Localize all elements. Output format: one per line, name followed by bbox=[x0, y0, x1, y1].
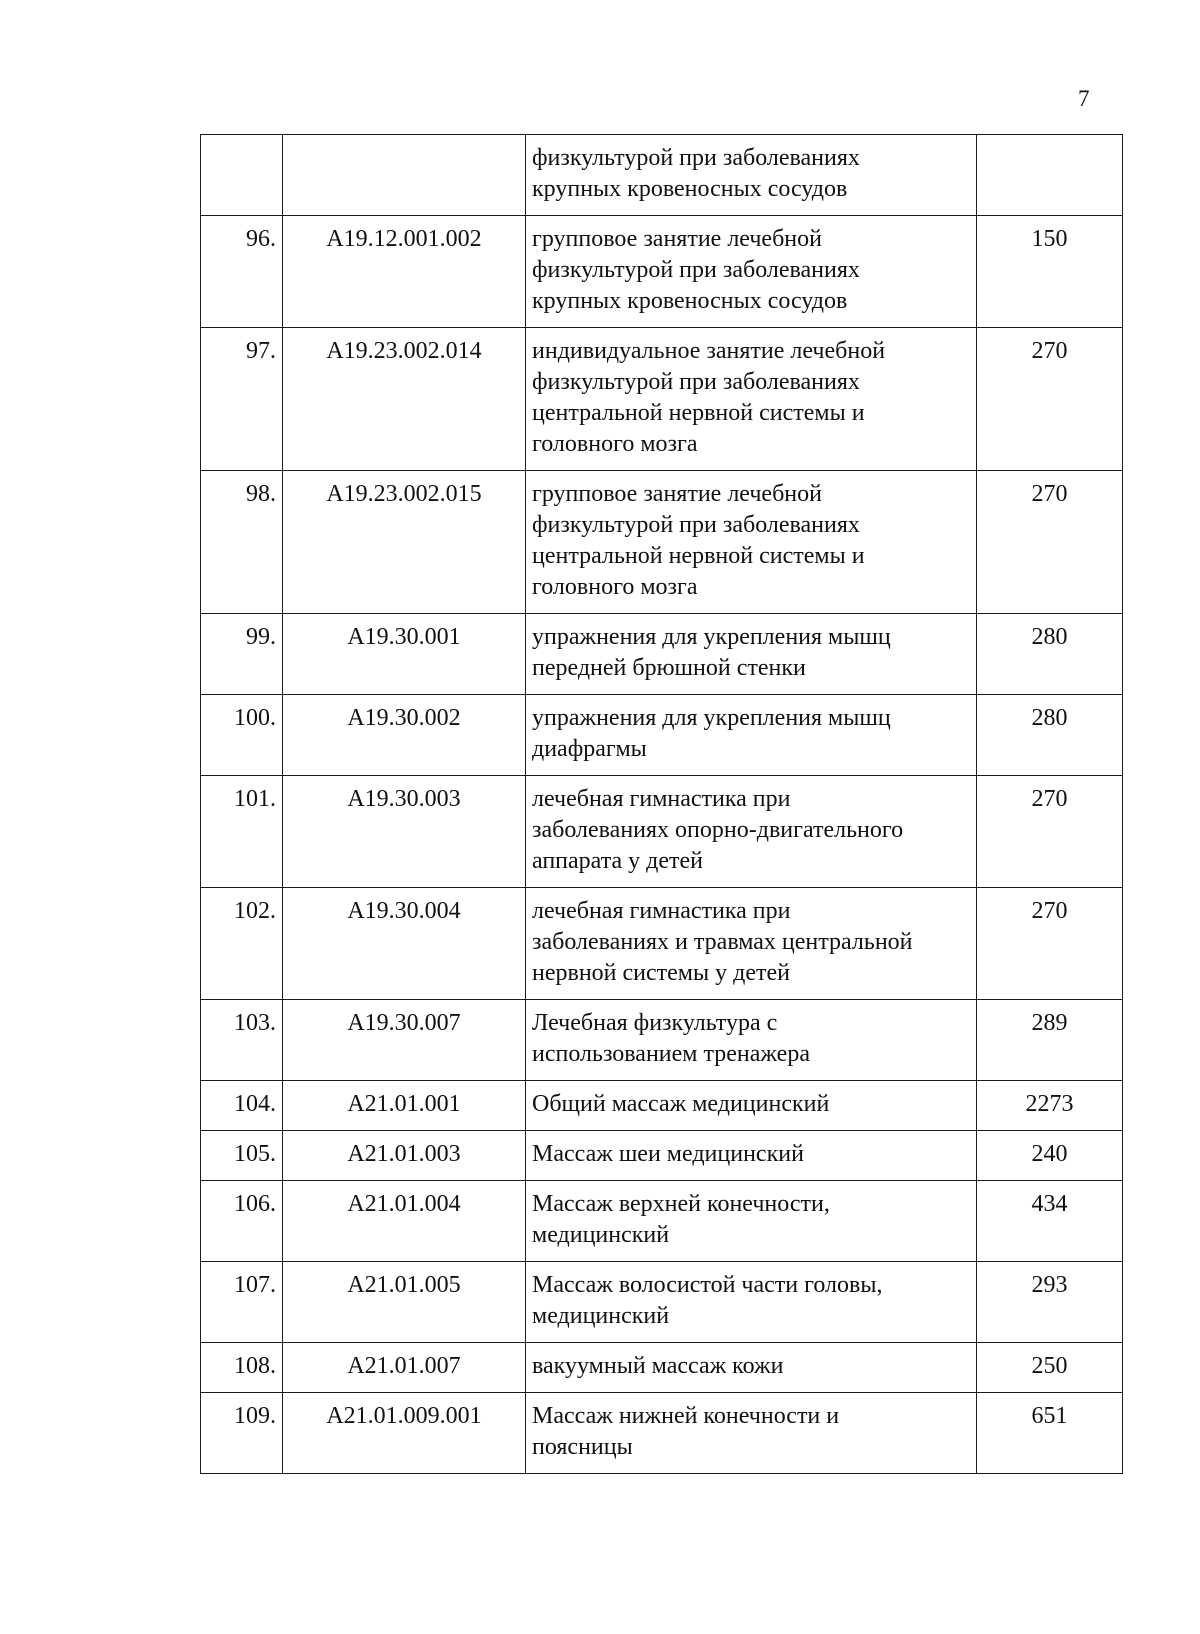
service-code: А19.30.007 bbox=[283, 1000, 526, 1081]
service-price: 434 bbox=[977, 1181, 1123, 1262]
service-price: 289 bbox=[977, 1000, 1123, 1081]
row-number: 104. bbox=[201, 1081, 283, 1131]
service-name: Массаж нижней конечности и поясницы bbox=[526, 1393, 977, 1474]
service-code: А19.23.002.015 bbox=[283, 471, 526, 614]
row-number: 109. bbox=[201, 1393, 283, 1474]
service-price: 270 bbox=[977, 888, 1123, 1000]
table-row bbox=[201, 888, 1123, 1000]
service-name: лечебная гимнастика при заболеваниях опорно-двигательного аппарата у детей bbox=[526, 776, 977, 888]
service-price: 651 bbox=[977, 1393, 1123, 1474]
service-price: 270 bbox=[977, 328, 1123, 471]
row-number: 105. bbox=[201, 1131, 283, 1181]
service-price: 280 bbox=[977, 695, 1123, 776]
table-row bbox=[201, 216, 1123, 328]
service-name: лечебная гимнастика при заболеваниях и травмах центральной нервной системы у детей bbox=[526, 888, 977, 1000]
service-name: вакуумный массаж кожи bbox=[526, 1343, 977, 1393]
service-name: упражнения для укрепления мышц диафрагмы bbox=[526, 695, 977, 776]
service-code: А19.30.004 bbox=[283, 888, 526, 1000]
row-number: 107. bbox=[201, 1262, 283, 1343]
service-name: Массаж верхней конечности, медицинский bbox=[526, 1181, 977, 1262]
service-name: Массаж волосистой части головы, медицинский bbox=[526, 1262, 977, 1343]
table-row bbox=[201, 776, 1123, 888]
service-code: А21.01.005 bbox=[283, 1262, 526, 1343]
table-row bbox=[201, 1081, 1123, 1131]
service-name: групповое занятие лечебной физкультурой при заболеваниях крупных кровеносных сосудов bbox=[526, 216, 977, 328]
table-row bbox=[201, 1262, 1123, 1343]
service-name: Массаж шеи медицинский bbox=[526, 1131, 977, 1181]
service-price: 240 bbox=[977, 1131, 1123, 1181]
service-code: А21.01.009.001 bbox=[283, 1393, 526, 1474]
table-row bbox=[201, 1343, 1123, 1393]
service-code: А19.30.002 bbox=[283, 695, 526, 776]
service-price: 280 bbox=[977, 614, 1123, 695]
service-name: групповое занятие лечебной физкультурой при заболеваниях центральной нервной системы и головного мозга bbox=[526, 471, 977, 614]
price-table bbox=[200, 134, 1123, 1474]
service-price: 250 bbox=[977, 1343, 1123, 1393]
row-number: 103. bbox=[201, 1000, 283, 1081]
service-code bbox=[283, 135, 526, 216]
table-row bbox=[201, 614, 1123, 695]
table-row bbox=[201, 695, 1123, 776]
page-number: 7 bbox=[1078, 86, 1090, 111]
row-number: 99. bbox=[201, 614, 283, 695]
row-number: 98. bbox=[201, 471, 283, 614]
service-code: А21.01.001 bbox=[283, 1081, 526, 1131]
service-name: Общий массаж медицинский bbox=[526, 1081, 977, 1131]
service-price: 2273 bbox=[977, 1081, 1123, 1131]
service-code: А19.23.002.014 bbox=[283, 328, 526, 471]
service-name: упражнения для укрепления мышц передней брюшной стенки bbox=[526, 614, 977, 695]
service-code: А19.30.003 bbox=[283, 776, 526, 888]
table-row bbox=[201, 135, 1123, 216]
service-price: 270 bbox=[977, 471, 1123, 614]
table-row bbox=[201, 1393, 1123, 1474]
service-name: индивидуальное занятие лечебной физкультурой при заболеваниях центральной нервной системы и головного мозга bbox=[526, 328, 977, 471]
service-code: А21.01.004 bbox=[283, 1181, 526, 1262]
row-number: 100. bbox=[201, 695, 283, 776]
row-number: 108. bbox=[201, 1343, 283, 1393]
service-price: 270 bbox=[977, 776, 1123, 888]
service-price: 150 bbox=[977, 216, 1123, 328]
table-row bbox=[201, 1181, 1123, 1262]
service-name: Лечебная физкультура с использованием тренажера bbox=[526, 1000, 977, 1081]
service-code: А19.30.001 bbox=[283, 614, 526, 695]
service-code: А21.01.003 bbox=[283, 1131, 526, 1181]
table-row bbox=[201, 471, 1123, 614]
table-row bbox=[201, 1131, 1123, 1181]
row-number: 101. bbox=[201, 776, 283, 888]
service-price: 293 bbox=[977, 1262, 1123, 1343]
row-number: 102. bbox=[201, 888, 283, 1000]
table-row bbox=[201, 1000, 1123, 1081]
service-name: физкультурой при заболеваниях крупных кровеносных сосудов bbox=[526, 135, 977, 216]
service-code: А21.01.007 bbox=[283, 1343, 526, 1393]
row-number: 96. bbox=[201, 216, 283, 328]
row-number bbox=[201, 135, 283, 216]
table-row bbox=[201, 328, 1123, 471]
row-number: 97. bbox=[201, 328, 283, 471]
row-number: 106. bbox=[201, 1181, 283, 1262]
service-price bbox=[977, 135, 1123, 216]
service-code: А19.12.001.002 bbox=[283, 216, 526, 328]
